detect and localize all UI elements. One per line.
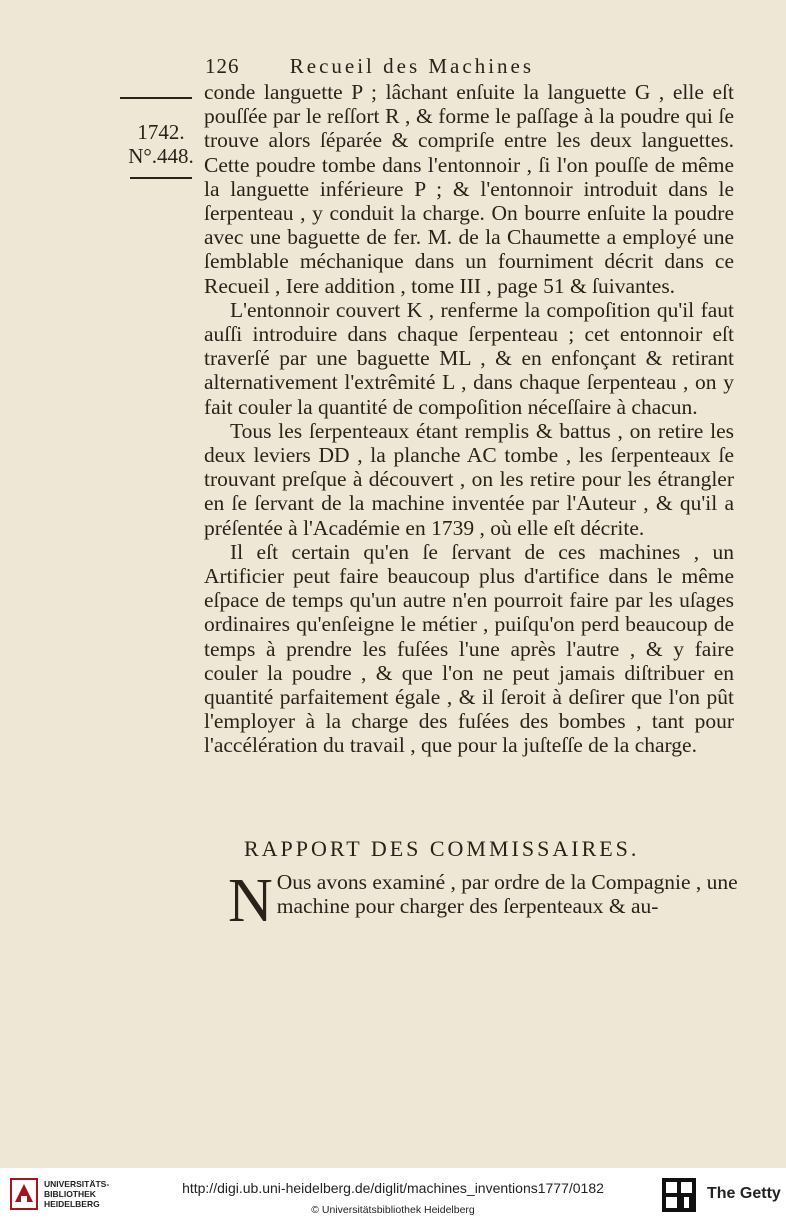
running-title: Recueil des Machines xyxy=(289,54,535,78)
getty-logo-icon xyxy=(662,1178,696,1212)
partner-name: The Getty xyxy=(707,1185,781,1202)
margin-rule-bottom xyxy=(130,177,192,179)
paragraph: L'entonnoir couvert K , renferme la compoſition qu'il faut auſſi introduire dans chaque ſerpenteau ; cet entonnoir eſt traverſé par une baguette ML , & en enfonçant & retirant alternativement l'extrêmité L , dans chaque ſerpenteau , on y fait couler la quantité de compoſition néceſſaire à chacun. xyxy=(204,297,734,419)
drop-cap: N xyxy=(228,867,273,935)
copyright-notice: © Universitätsbibliothek Heidelberg xyxy=(311,1204,475,1216)
margin-rule-top xyxy=(120,97,192,99)
permalink-url[interactable]: http://digi.ub.uni-heidelberg.de/diglit/machines_inventions1777/0182 xyxy=(182,1180,604,1196)
page-header xyxy=(205,54,725,79)
paragraph: Tous les ſerpenteaux étant remplis & battus , on retire les deux leviers DD , la planche AC tombe , les ſerpenteaux ſe trouvant preſque à découvert , on les retire pour les étrangler en ſe ſervant de la machine inventée par l'Auteur , & qu'il a préſentée à l'Académie en 1739 , où elle eſt décrite. xyxy=(204,418,734,540)
page-number: 126 xyxy=(205,54,240,78)
library-name: UNIVERSITÄTS- BIBLIOTHEK HEIDELBERG xyxy=(44,1179,110,1209)
paragraph: Il eſt certain qu'en ſe ſervant de ces machines , un Artificier peut faire beaucoup plus d'artifice dans le même eſpace de temps qu'un autre n'en pourroit faire par les uſages ordinaires qu'enſeigne le métier , puiſqu'on perd beaucoup de temps à prendre les fuſées l'une après l'autre , & y faire couler la poudre , & que l'on ne peut jamais diſtribuer en quantité parfaitement égale , & il ſeroit à deſirer que l'on pût l'employer à la charge des fuſées des bombes , tant pour l'accélération du travail , que pour la juſteſſe de la charge. xyxy=(204,539,734,758)
viewer-footer xyxy=(0,1168,786,1225)
final-paragraph-text: Ous avons examiné , par ordre de la Compagnie , une machine pour charger des ſerpenteaux & au- xyxy=(276,870,738,919)
section-heading: RAPPORT DES COMMISSAIRES. xyxy=(244,836,640,861)
margin-year: 1742. xyxy=(137,120,185,144)
paragraph: conde languette P ; lâchant enſuite la languette G , elle eſt pouſſée par le reſſort R , & forme le paſſage à la poudre qui ſe trouve alors ſéparée & compriſe entre les deux languettes. Cette poudre tombe dans l'entonnoir , ſi l'on pouſſe de même la languette inférieure P ; & l'entonnoir introduit dans le ſerpenteau , y conduit la charge. On bourre enſuite la poudre avec une baguette de fer. M. de la Chaumette a employé une ſemblable méchanique dans un fourniment décrit dans ce Recueil , Iere addition , tome III , page 51 & ſuivantes. xyxy=(204,80,734,298)
final-paragraph xyxy=(228,867,742,935)
body-text xyxy=(204,80,734,758)
margin-number: N°.448. xyxy=(128,144,194,168)
